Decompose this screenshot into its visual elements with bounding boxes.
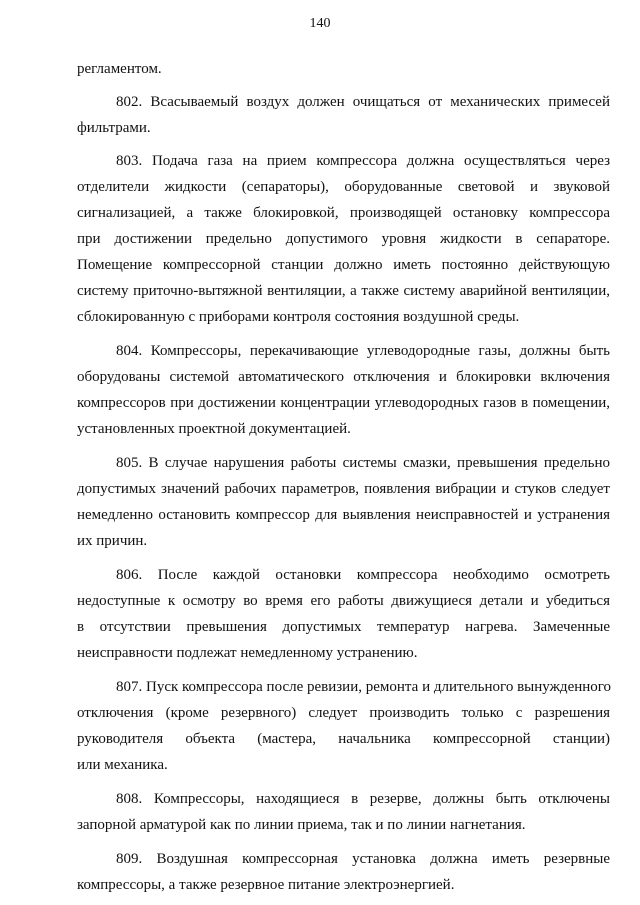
text-line: оборудованы системой автоматического отключения и блокировки включения: [77, 369, 610, 385]
document-body: [77, 56, 610, 898]
text-line: 807. Пуск компрессора после ревизии, ремонта и длительного вынужденного: [116, 679, 612, 695]
text-line: компрессоров при достижении концентрации углеводородных газов в помещении,: [77, 395, 610, 411]
paragraph-809: [77, 846, 610, 898]
paragraph-807: [77, 674, 610, 778]
text-line: систему приточно-вытяжной вентиляции, а также систему аварийной вентиляции,: [77, 283, 610, 299]
text-line: руководителя объекта (мастера, начальника компрессорной станции): [77, 731, 610, 747]
text-line: сблокированную с приборами контроля состояния воздушной среды.: [77, 309, 520, 325]
text-line: их причин.: [77, 533, 148, 549]
text-line: 802. Всасываемый воздух должен очищаться от механических примесей: [116, 94, 610, 110]
text-line: 806. После каждой остановки компрессора необходимо осмотреть: [116, 567, 610, 583]
paragraph-803: [77, 148, 610, 330]
text-line: сигнализацией, а также блокировкой, производящей остановку компрессора: [77, 205, 610, 221]
text-line: 805. В случае нарушения работы системы смазки, превышения предельно: [116, 455, 610, 471]
paragraph-805: [77, 450, 610, 554]
text-line: 804. Компрессоры, перекачивающие углеводородные газы, должны быть: [116, 343, 610, 359]
text-line: 808. Компрессоры, находящиеся в резерве, должны быть отключены: [116, 791, 610, 807]
text-line: при достижении предельно допустимого уровня жидкости в сепараторе.: [77, 231, 610, 247]
paragraph-804: [77, 338, 610, 442]
text-line: запорной арматурой как по линии приема, так и по линии нагнетания.: [77, 817, 526, 833]
text-line: 809. Воздушная компрессорная установка должна иметь резервные: [116, 851, 610, 867]
paragraph-802: [77, 89, 610, 141]
text-line: установленных проектной документацией.: [77, 421, 351, 437]
text-line: регламентом.: [77, 61, 162, 77]
page-number: 140: [309, 16, 331, 31]
paragraph-continuation: [77, 56, 610, 82]
text-line: фильтрами.: [77, 120, 151, 136]
text-line: отделители жидкости (сепараторы), оборудованные световой и звуковой: [77, 179, 610, 195]
text-line: недоступные к осмотру во время его работы движущиеся детали и убедиться: [77, 593, 610, 609]
text-line: в отсутствии превышения допустимых температур нагрева. Замеченные: [77, 619, 610, 635]
text-line: допустимых значений рабочих параметров, появления вибрации и стуков следует: [77, 481, 610, 497]
text-line: Помещение компрессорной станции должно иметь постоянно действующую: [77, 257, 610, 273]
paragraph-806: [77, 562, 610, 666]
text-line: отключения (кроме резервного) следует производить только с разрешения: [77, 705, 610, 721]
text-line: 803. Подача газа на прием компрессора должна осуществляться через: [116, 153, 610, 169]
text-line: неисправности подлежат немедленному устранению.: [77, 645, 418, 661]
paragraph-808: [77, 786, 610, 838]
text-line: компрессоры, а также резервное питание электроэнергией.: [77, 877, 455, 893]
text-line: или механика.: [77, 757, 168, 773]
text-line: немедленно остановить компрессор для выявления неисправностей и устранения: [77, 507, 610, 523]
